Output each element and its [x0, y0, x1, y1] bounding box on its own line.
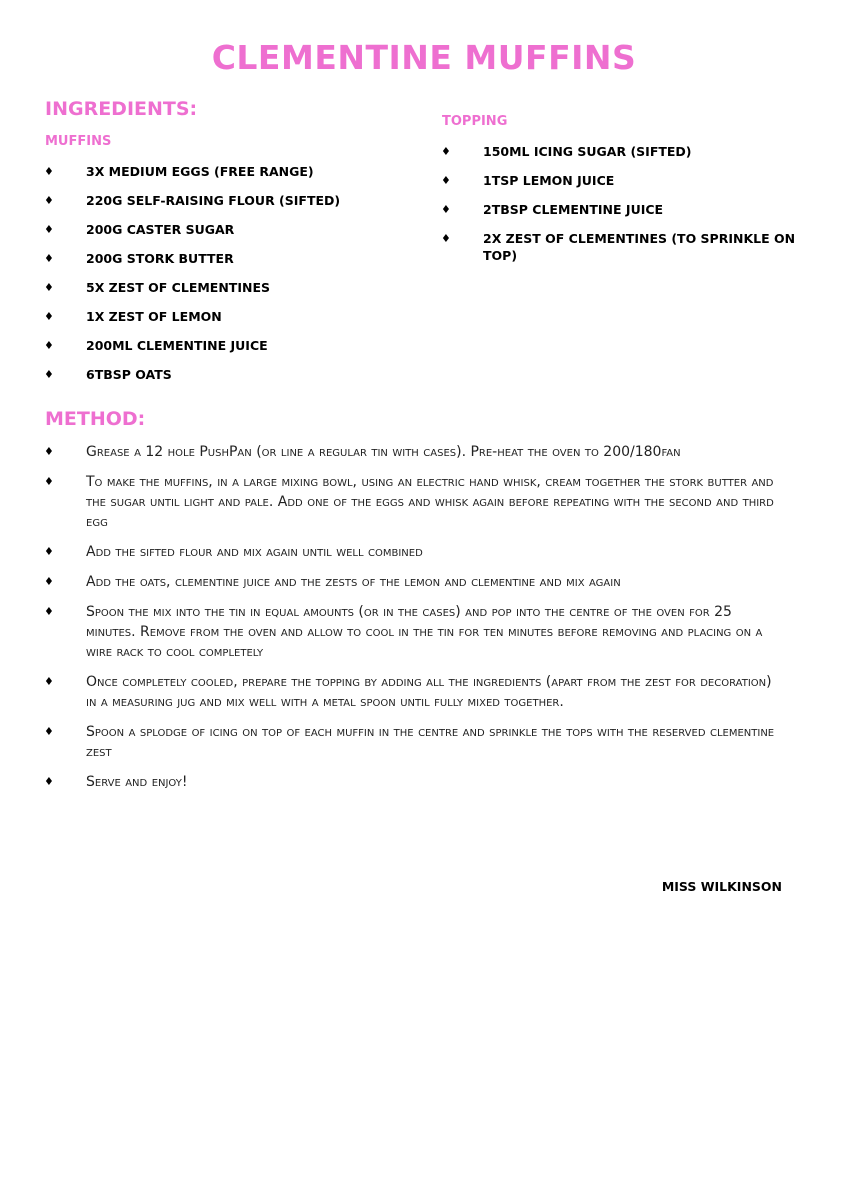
method-step-text: Add the oats, clementine juice and the zests of the lemon and clementine and mix again	[86, 574, 621, 590]
list-item-text: 1TSP LEMON JUICE	[483, 173, 615, 188]
method-step-text: Spoon a splodge of icing on top of each muffin in the centre and sprinkle the tops with the reserved clementine zest	[86, 724, 775, 760]
diamond-bullet-icon: ♦	[441, 174, 451, 187]
list-item	[44, 221, 384, 250]
diamond-bullet-icon: ♦	[44, 445, 54, 458]
method-step-text: Once completely cooled, prepare the topping by adding all the ingredients (apart from the zest for decoration) in a measuring jug and mix well with a metal spoon until fully mixed together.	[86, 674, 772, 710]
list-item	[441, 201, 801, 230]
method-step	[44, 542, 784, 562]
list-item	[441, 230, 801, 264]
diamond-bullet-icon: ♦	[44, 252, 54, 265]
author-signature: MISS WILKINSON	[661, 879, 782, 894]
diamond-bullet-icon: ♦	[44, 675, 54, 688]
method-step	[44, 602, 784, 662]
diamond-bullet-icon: ♦	[44, 545, 54, 558]
diamond-bullet-icon: ♦	[44, 475, 54, 488]
method-step	[44, 472, 784, 532]
method-step	[44, 722, 784, 762]
list-item-text: 200G CASTER SUGAR	[86, 222, 235, 237]
list-item	[441, 172, 801, 201]
diamond-bullet-icon: ♦	[44, 310, 54, 323]
diamond-bullet-icon: ♦	[44, 194, 54, 207]
list-item-text: 2TBSP CLEMENTINE JUICE	[483, 202, 664, 217]
method-step	[44, 442, 784, 462]
list-item	[44, 250, 384, 279]
diamond-bullet-icon: ♦	[441, 145, 451, 158]
list-item-text: 1X ZEST OF LEMON	[86, 309, 222, 324]
method-step	[44, 672, 784, 712]
ingredients-heading: INGREDIENTS:	[45, 98, 198, 120]
diamond-bullet-icon: ♦	[44, 223, 54, 236]
list-item	[44, 163, 384, 192]
diamond-bullet-icon: ♦	[44, 165, 54, 178]
list-item-text: 3X MEDIUM EGGS (FREE RANGE)	[86, 164, 314, 179]
method-step-text: Spoon the mix into the tin in equal amounts (or in the cases) and pop into the centre of the oven for 25 minutes. Remove from the oven and allow to cool in the tin for ten minutes before removing and placing on a wire rack to cool completely	[86, 604, 763, 660]
muffins-heading: MUFFINS	[45, 134, 112, 149]
muffins-ingredient-list	[44, 163, 384, 395]
diamond-bullet-icon: ♦	[44, 575, 54, 588]
list-item	[441, 143, 801, 172]
diamond-bullet-icon: ♦	[44, 775, 54, 788]
topping-heading: TOPPING	[442, 114, 508, 129]
list-item-text: 200ML CLEMENTINE JUICE	[86, 338, 268, 353]
list-item-text: 5X ZEST OF CLEMENTINES	[86, 280, 270, 295]
method-step	[44, 572, 784, 592]
diamond-bullet-icon: ♦	[44, 605, 54, 618]
diamond-bullet-icon: ♦	[441, 203, 451, 216]
method-step	[44, 772, 784, 792]
list-item-text: 6TBSP OATS	[86, 367, 172, 382]
list-item-text: 200G STORK BUTTER	[86, 251, 234, 266]
list-item	[44, 279, 384, 308]
list-item	[44, 308, 384, 337]
method-step-text: To make the muffins, in a large mixing bowl, using an electric hand whisk, cream together the stork butter and the sugar until light and pale. Add one of the eggs and whisk again before repeating with the second and third egg	[86, 474, 774, 530]
diamond-bullet-icon: ♦	[44, 368, 54, 381]
list-item-text: 220G SELF-RAISING FLOUR (SIFTED)	[86, 193, 341, 208]
list-item	[44, 366, 384, 395]
method-step-text: Serve and enjoy!	[86, 774, 188, 790]
method-step-list	[44, 442, 784, 802]
method-heading: METHOD:	[45, 408, 146, 430]
list-item-text: 2X ZEST OF CLEMENTINES (TO SPRINKLE ON TOP)	[483, 231, 796, 263]
list-item	[44, 192, 384, 221]
list-item	[44, 337, 384, 366]
page-title: CLEMENTINE MUFFINS	[211, 38, 637, 77]
list-item-text: 150ML ICING SUGAR (SIFTED)	[483, 144, 692, 159]
diamond-bullet-icon: ♦	[44, 339, 54, 352]
diamond-bullet-icon: ♦	[44, 725, 54, 738]
diamond-bullet-icon: ♦	[44, 281, 54, 294]
topping-ingredient-list	[441, 143, 801, 264]
method-step-text: Add the sifted flour and mix again until well combined	[86, 544, 423, 560]
method-step-text: Grease a 12 hole PushPan (or line a regular tin with cases). Pre-heat the oven to 200/180fan	[86, 444, 681, 460]
diamond-bullet-icon: ♦	[441, 232, 451, 245]
